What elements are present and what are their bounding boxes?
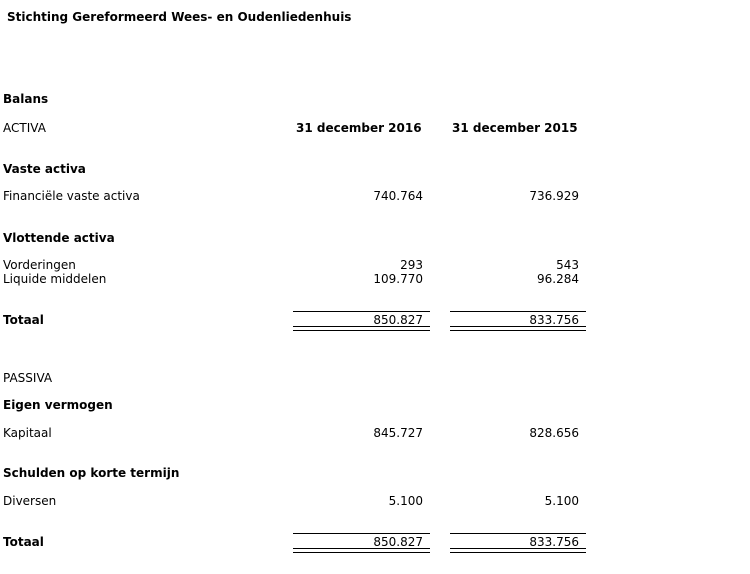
value-2015: 828.656 xyxy=(529,426,579,440)
value-2016: 740.764 xyxy=(373,189,423,203)
total-2015: 833.756 xyxy=(529,313,579,327)
row-label: Diversen xyxy=(3,494,57,508)
total-top-rule xyxy=(293,533,430,534)
total-2016: 850.827 xyxy=(373,535,423,549)
row-label: Liquide middelen xyxy=(3,272,107,286)
total-double-underline xyxy=(450,326,586,331)
activa-label: ACTIVA xyxy=(3,121,46,135)
total-2016: 850.827 xyxy=(373,313,423,327)
value-2016: 293 xyxy=(400,258,423,272)
row-label: Vorderingen xyxy=(3,258,76,272)
total-label: Totaal xyxy=(3,313,44,327)
heading-vlottende-activa: Vlottende activa xyxy=(3,231,115,245)
total-double-underline xyxy=(450,548,586,553)
value-2015: 5.100 xyxy=(544,494,579,508)
value-2016: 109.770 xyxy=(373,272,423,286)
value-2015: 736.929 xyxy=(529,189,579,203)
organization-title: Stichting Gereformeerd Wees- en Oudenliedenhuis xyxy=(7,10,352,24)
heading-vaste-activa: Vaste activa xyxy=(3,162,86,176)
passiva-label: PASSIVA xyxy=(3,371,53,385)
heading-eigen-vermogen: Eigen vermogen xyxy=(3,398,113,412)
total-top-rule xyxy=(450,533,586,534)
row-label: Kapitaal xyxy=(3,426,52,440)
total-top-rule xyxy=(293,311,430,312)
row-label: Financiële vaste activa xyxy=(3,189,140,203)
value-2015: 543 xyxy=(556,258,579,272)
column-header-2015: 31 december 2015 xyxy=(452,121,578,135)
column-header-2016: 31 december 2016 xyxy=(296,121,422,135)
value-2016: 5.100 xyxy=(388,494,423,508)
heading-schulden-korte-termijn: Schulden op korte termijn xyxy=(3,466,180,480)
total-double-underline xyxy=(293,326,430,331)
value-2015: 96.284 xyxy=(537,272,579,286)
total-label: Totaal xyxy=(3,535,44,549)
total-top-rule xyxy=(450,311,586,312)
total-double-underline xyxy=(293,548,430,553)
section-title-balans: Balans xyxy=(3,92,49,106)
value-2016: 845.727 xyxy=(373,426,423,440)
total-2015: 833.756 xyxy=(529,535,579,549)
